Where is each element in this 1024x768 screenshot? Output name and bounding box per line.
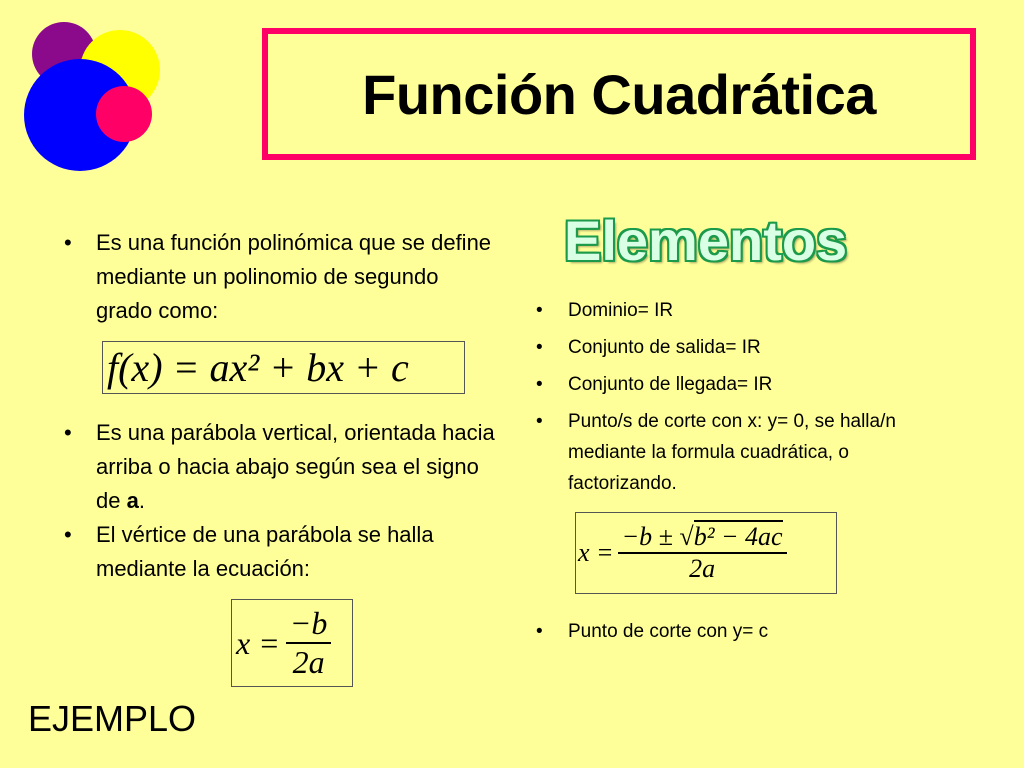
right-bullet-y-intercept: • Punto de corte con y= c [532, 616, 912, 647]
elements-heading: Elementos [564, 209, 848, 272]
vertex-fraction [286, 605, 332, 681]
vertex-lhs: x = [236, 624, 280, 661]
parabola-end: . [138, 488, 145, 513]
quadratic-function-formula [102, 341, 465, 394]
quadratic-formula-denominator: 2a [689, 554, 716, 583]
left-bullet-list-bottom [60, 416, 500, 586]
title-box [262, 28, 976, 160]
right-bullet-arrival-set: • Conjunto de llegada= IR [532, 369, 912, 400]
right-bullet-output-set: • Conjunto de salida= IR [532, 332, 912, 363]
sign-variable: a [126, 488, 139, 513]
slide-title: Función Cuadrática [362, 62, 876, 126]
sqrt-sign: √ [679, 522, 694, 551]
left-bullet-list-top [60, 226, 500, 328]
quadratic-formula [575, 512, 837, 594]
right-bullet-domain: • Dominio= IR [532, 295, 912, 326]
quadratic-numerator-left: −b ± [621, 522, 680, 551]
quadratic-formula-lhs: x = [578, 538, 614, 567]
right-bullet-list-bottom [532, 616, 912, 647]
example-link[interactable]: EJEMPLO [28, 698, 197, 739]
logo-circles [0, 0, 180, 180]
parabola-text: Es una parábola vertical, orientada hacia arriba o hacia abajo según sea el signo de [96, 420, 495, 513]
left-bullet-vertex: • El vértice de una parábola se halla mediante la ecuación: [60, 518, 500, 586]
vertex-formula [231, 599, 353, 687]
left-bullet-parabola [60, 416, 500, 518]
vertex-numerator: −b [286, 605, 332, 644]
quadratic-function-text: f(x) = ax² + bx + c [107, 345, 409, 390]
right-bullet-x-intercepts: • Punto/s de corte con x: y= 0, se halla/n mediante la formula cuadrática, o factorizando. [532, 406, 912, 499]
quadratic-formula-fraction [618, 522, 787, 584]
left-bullet-definition: • Es una función polinómica que se define mediante un polinomio de segundo grado como: [60, 226, 500, 328]
quadratic-radicand: b² − 4ac [693, 522, 783, 551]
quadratic-formula-numerator [618, 522, 787, 554]
vertex-denominator: 2a [292, 644, 325, 680]
logo-pink-circle [96, 86, 152, 142]
right-bullet-list-top [532, 295, 912, 499]
